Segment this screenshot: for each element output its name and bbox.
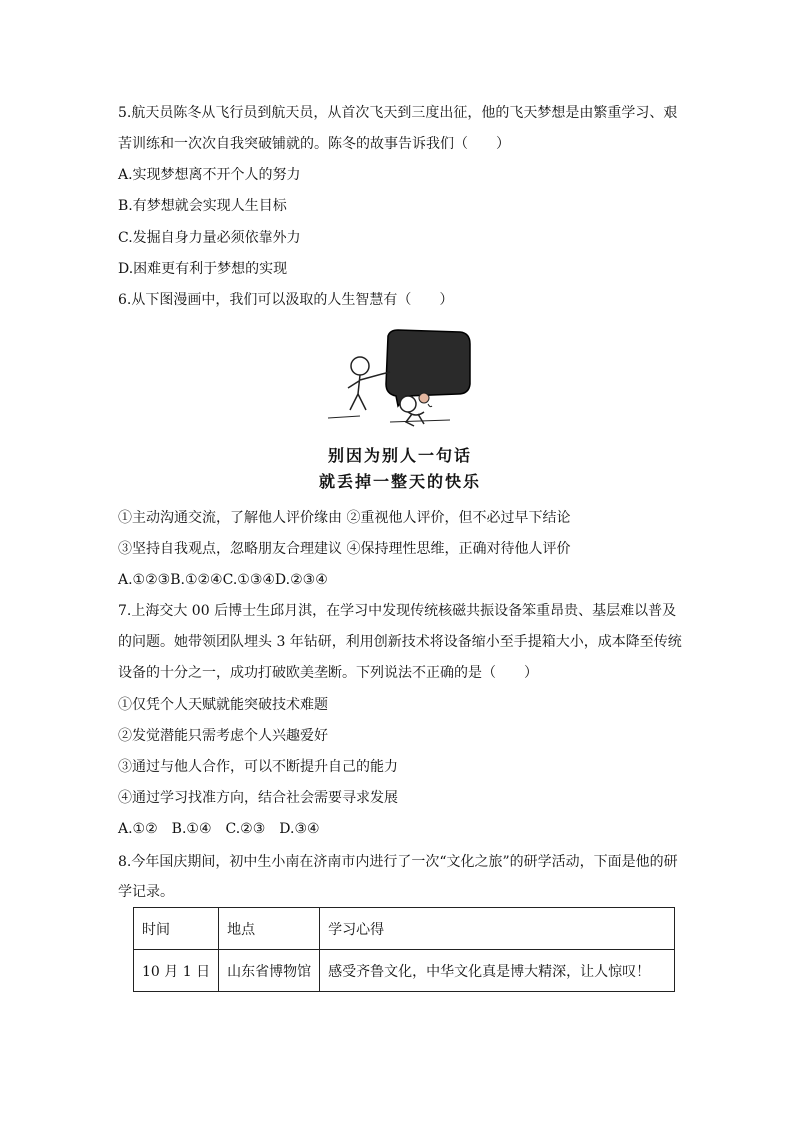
- q5-option-c: C.发掘自身力量必须依靠外力: [118, 230, 301, 246]
- q6-choices: A.①②③B.①②④C.①③④D.②③④: [118, 572, 328, 588]
- table-header-row: [134, 908, 675, 950]
- q6-stem: 6.从下图漫画中，我们可以汲取的人生智慧有（ ）: [118, 292, 454, 308]
- q7-item-1: ①仅凭个人天赋就能突破技术难题: [118, 697, 328, 713]
- q7-stem-line-2: 的问题。她带领团队埋头 3 年钻研，利用创新技术将设备缩小至手提箱大小，成本降至传统: [118, 634, 682, 650]
- table-header-place: 地点: [219, 908, 320, 950]
- q8-stem-line-1: 8.今年国庆期间，初中生小南在济南市内进行了一次“文化之旅”的研学活动，下面是他的研: [118, 854, 678, 870]
- table-header-notes: 学习心得: [320, 908, 675, 950]
- q7-item-2: ②发觉潜能只需考虑个人兴趣爱好: [118, 728, 328, 744]
- study-record-table: [133, 907, 675, 992]
- q7-stem-line-3: 设备的十分之一，成功打破欧美垄断。下列说法不正确的是（ ）: [118, 665, 538, 681]
- q6-items-line-2: ③坚持自我观点，忽略朋友合理建议 ④保持理性思维，正确对待他人评价: [118, 541, 571, 557]
- table-row: [134, 950, 675, 992]
- q7-item-4: ④通过学习找准方向，结合社会需要寻求发展: [118, 790, 398, 806]
- q6-items-line-1: ①主动沟通交流，了解他人评价缘由 ②重视他人评价，但不必过早下结论: [118, 510, 571, 526]
- q8-stem-line-2: 学记录。: [118, 884, 174, 900]
- table-header-time: 时间: [134, 908, 219, 950]
- q5-stem-line-1: 5.航天员陈冬从飞行员到航天员，从首次飞天到三度出征，他的飞天梦想是由繁重学习、艰: [118, 105, 678, 121]
- q7-stem-line-1: 7.上海交大 00 后博士生邱月淇，在学习中发现传统核磁共振设备笨重昂贵、基层难以普及: [118, 603, 677, 619]
- cartoon-caption-line-2: 就丢掉一整天的快乐: [318, 472, 481, 491]
- table-cell-time: 10 月 1 日: [134, 950, 219, 992]
- table-cell-notes: 感受齐鲁文化，中华文化真是博大精深，让人惊叹！: [320, 950, 675, 992]
- q7-item-3: ③通过与他人合作，可以不断提升自己的能力: [118, 759, 398, 775]
- q5-stem-line-2: 苦训练和一次次自我突破铺就的。陈冬的故事告诉我们（ ）: [118, 136, 510, 152]
- q5-option-a: A.实现梦想离不开个人的努力: [118, 167, 301, 183]
- table-cell-place: 山东省博物馆: [219, 950, 320, 992]
- q5-option-d: D.困难更有利于梦想的实现: [118, 261, 288, 277]
- cartoon-caption-line-1: 别因为别人一句话: [327, 446, 472, 465]
- q7-choices: A.①② B.①④ C.②③ D.③④: [118, 821, 320, 837]
- q5-option-b: B.有梦想就会实现人生目标: [118, 198, 287, 214]
- cartoon-illustration: [320, 326, 480, 496]
